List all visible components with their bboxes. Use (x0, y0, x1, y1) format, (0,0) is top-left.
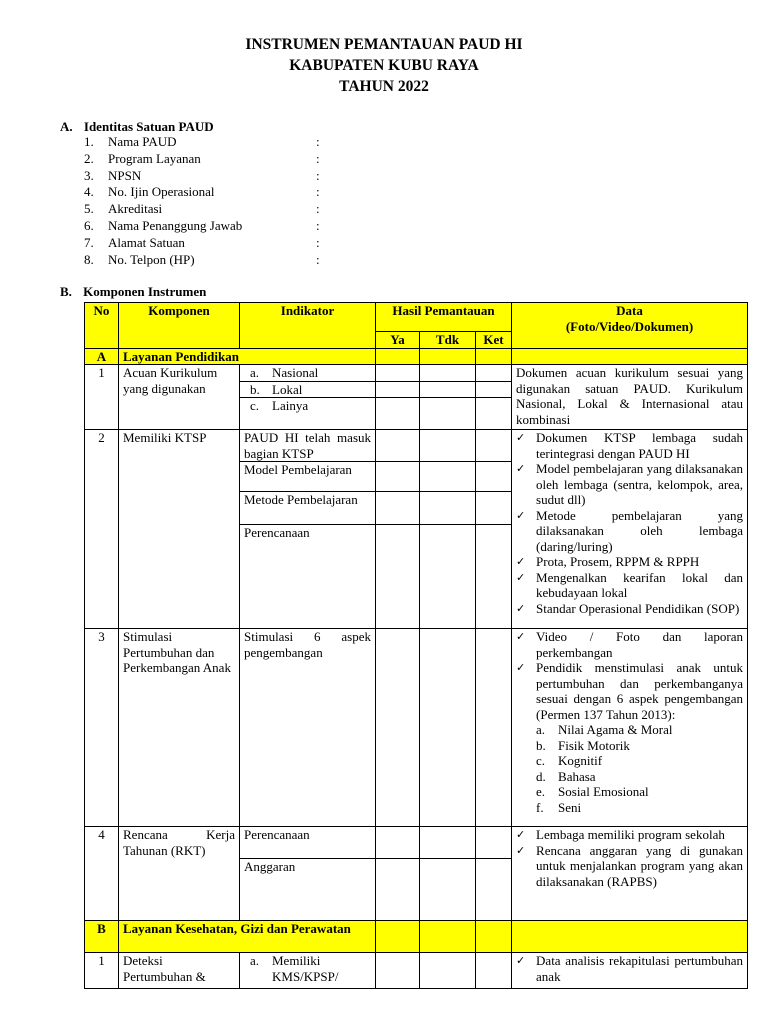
item-number: 1. (84, 134, 94, 149)
table-row (85, 953, 748, 989)
section-row-a (85, 348, 748, 365)
data-text: Model pembelajaran yang dilaksanakan oleh lembaga (sentra, kelompok, area, sudut dll) (536, 461, 744, 507)
indikator-text: Lainya (272, 398, 309, 413)
data-text: Data analisis rekapitulasi pertumbuhan anak (536, 953, 744, 984)
table-row (85, 365, 748, 382)
header-ket: Ket (476, 332, 512, 349)
data-text: Video / Foto dan laporan perkembangan (536, 629, 744, 660)
cell-tdk (420, 492, 476, 525)
cell-ket (476, 348, 512, 365)
identity-item (84, 184, 384, 201)
item-separator: : (316, 234, 320, 250)
aspect-text: Bahasa (558, 768, 596, 784)
check-icon: ✓ (516, 661, 526, 674)
data-item (516, 827, 743, 843)
header-indikator: Indikator (240, 303, 376, 349)
table-row (85, 827, 748, 859)
section-row-b (85, 921, 748, 953)
list-marker: d. (536, 768, 546, 784)
item-label: Program Layanan (108, 150, 201, 166)
identity-item (84, 201, 384, 218)
aspect-text: Sosial Emosional (558, 784, 649, 799)
cell-ya (376, 430, 420, 462)
indikator-text: Lokal (272, 381, 303, 397)
row-indikator: Metode Pembelajaran (240, 492, 376, 525)
data-text: Dokumen KTSP lembaga sudah terintegrasi dengan PAUD HI (536, 430, 744, 461)
cell-ket (476, 492, 512, 525)
item-label: Akreditasi (108, 201, 163, 217)
aspect-item (516, 769, 743, 785)
cell-ya (376, 859, 420, 921)
row-indikator (240, 381, 376, 398)
data-item (516, 660, 743, 722)
header-data-line1: Data (616, 303, 643, 318)
section-code: B (85, 921, 119, 953)
check-icon: ✓ (516, 843, 526, 857)
cell-tdk (420, 921, 476, 953)
data-text: Rencana anggaran yang di gunakan untuk menjalankan program yang akan dilaksanakan (RAPBS) (536, 842, 744, 889)
row-data (512, 827, 748, 921)
cell-ket (476, 921, 512, 953)
cell-ket (476, 462, 512, 492)
check-icon: ✓ (516, 954, 526, 967)
cell-ket (476, 525, 512, 629)
header-data (512, 303, 748, 349)
indikator-text: Memiliki KMS/KPSP/ (272, 953, 339, 984)
identity-item (84, 151, 384, 168)
data-item (516, 508, 743, 555)
item-number: 3. (84, 167, 94, 183)
cell-ket (476, 381, 512, 398)
list-marker: a. (250, 365, 260, 380)
data-item (516, 430, 743, 461)
row-komponen: Memiliki KTSP (119, 430, 240, 629)
cell-tdk (420, 525, 476, 629)
list-marker: b. (250, 381, 260, 397)
identity-item (84, 218, 384, 235)
cell-tdk (420, 398, 476, 430)
title-line-1: INSTRUMEN PEMANTAUAN PAUD HI (245, 36, 523, 53)
aspect-text: Fisik Motorik (558, 737, 630, 753)
list-marker: a. (250, 953, 260, 968)
item-separator: : (316, 167, 320, 183)
header-tdk: Tdk (420, 332, 476, 349)
list-marker: c. (250, 398, 260, 413)
row-indikator: Perencanaan (240, 827, 376, 859)
identity-item (84, 235, 384, 252)
item-label: Nama PAUD (108, 134, 177, 149)
section-b-title: Komponen Instrumen (83, 284, 207, 299)
item-number: 4. (84, 184, 94, 200)
data-text: Mengenalkan kearifan lokal dan kebudayaan lokal (536, 569, 744, 600)
cell-tdk (420, 953, 476, 989)
row-no: 2 (85, 430, 119, 629)
list-marker: b. (536, 737, 546, 753)
aspect-item (516, 738, 743, 754)
row-no: 3 (85, 629, 119, 827)
cell-ya (376, 953, 420, 989)
identity-list (84, 134, 384, 268)
indikator-text: Nasional (272, 365, 319, 380)
cell-tdk (420, 430, 476, 462)
cell-ya (376, 462, 420, 492)
header-komponen: Komponen (119, 303, 240, 349)
row-indikator (240, 398, 376, 430)
cell-ket (476, 398, 512, 430)
header-hasil: Hasil Pemantauan (376, 303, 512, 332)
row-komponen: Stimulasi Pertumbuhan dan Perkembangan Anak (119, 629, 240, 827)
check-icon: ✓ (516, 431, 526, 444)
cell-ya (376, 381, 420, 398)
cell-ya (376, 921, 420, 953)
cell-ya (376, 629, 420, 827)
item-separator: : (316, 201, 320, 217)
instrument-table (84, 302, 748, 989)
item-separator: : (316, 251, 320, 267)
aspect-item (516, 722, 743, 738)
aspect-text: Nilai Agama & Moral (558, 722, 673, 737)
item-label: No. Ijin Operasional (108, 184, 215, 200)
data-text: Metode pembelajaran yang dilaksanakan oleh lembaga (daring/luring) (536, 507, 744, 554)
item-separator: : (316, 150, 320, 166)
section-code: A (85, 348, 119, 365)
check-icon: ✓ (516, 555, 526, 568)
item-separator: : (316, 134, 320, 149)
document-title (0, 34, 768, 97)
row-data (512, 629, 748, 827)
header-ya: Ya (376, 332, 420, 349)
data-item (516, 629, 743, 660)
cell-ket (476, 629, 512, 827)
data-item (516, 601, 743, 617)
check-icon: ✓ (516, 601, 526, 615)
item-separator: : (316, 217, 320, 233)
data-item (516, 570, 743, 601)
data-text: Prota, Prosem, RPPM & RPPH (536, 554, 700, 569)
row-komponen: Deteksi Pertumbuhan & (119, 953, 240, 989)
cell-tdk (420, 629, 476, 827)
data-item (516, 554, 743, 570)
list-marker: e. (536, 784, 546, 799)
data-text: Standar Operasional Pendidikan (SOP) (536, 600, 740, 616)
row-indikator: Stimulasi 6 aspek pengembangan (240, 629, 376, 827)
cell-tdk (420, 348, 476, 365)
item-number: 5. (84, 201, 94, 217)
data-item (516, 843, 743, 890)
item-label: No. Telpon (HP) (108, 251, 195, 267)
cell-ya (376, 492, 420, 525)
item-separator: : (316, 184, 320, 200)
header-no: No (85, 303, 119, 349)
cell-ket (476, 953, 512, 989)
check-icon: ✓ (516, 570, 526, 584)
cell-ket (476, 430, 512, 462)
aspect-text: Seni (558, 799, 582, 815)
table-row (85, 629, 748, 827)
cell-ya (376, 365, 420, 382)
section-b-label: B. (60, 284, 72, 299)
title-line-2: KABUPATEN KUBU RAYA (289, 57, 479, 74)
cell-ket (476, 859, 512, 921)
check-icon: ✓ (516, 630, 526, 643)
row-indikator: Perencanaan (240, 525, 376, 629)
data-item (516, 461, 743, 508)
aspect-item (516, 753, 743, 769)
aspect-item (516, 784, 743, 800)
cell-tdk (420, 827, 476, 859)
item-number: 6. (84, 217, 94, 233)
row-no: 1 (85, 953, 119, 989)
list-marker: a. (536, 722, 546, 737)
section-b-heading (60, 284, 206, 300)
item-number: 2. (84, 150, 94, 166)
section-a-title: Identitas Satuan PAUD (83, 119, 214, 134)
cell-ya (376, 348, 420, 365)
title-line-3: TAHUN 2022 (339, 78, 429, 95)
cell-tdk (420, 462, 476, 492)
row-no: 4 (85, 827, 119, 921)
item-number: 7. (84, 234, 94, 250)
identity-item (84, 168, 384, 185)
cell-ya (376, 525, 420, 629)
cell-tdk (420, 365, 476, 382)
row-data: Dokumen acuan kurikulum sesuai yang digunakan satuan PAUD. Kurikulum Nasional, Lokal & Internasional atau kombinasi (512, 365, 748, 430)
check-icon: ✓ (516, 828, 526, 841)
section-name: Layanan Pendidikan (119, 348, 376, 365)
list-marker: c. (536, 753, 546, 768)
section-name: Layanan Kesehatan, Gizi dan Perawatan (119, 921, 376, 953)
header-data-line2: (Foto/Video/Dokumen) (565, 318, 694, 334)
row-komponen: Rencana Kerja Tahunan (RKT) (119, 827, 240, 921)
cell-ya (376, 398, 420, 430)
row-indikator (240, 953, 376, 989)
table-row (85, 430, 748, 462)
list-marker: f. (536, 799, 544, 815)
data-text: Pendidik menstimulasi anak untuk pertumbuhan dan perkembanganya sesuai dengan 6 aspek pengembangan (Permen 137 Tahun 2013): (536, 660, 744, 722)
identity-item (84, 252, 384, 269)
identity-item (84, 134, 384, 151)
section-a-label: A. (60, 119, 73, 134)
cell-data (512, 921, 748, 953)
item-label: Nama Penanggung Jawab (108, 217, 243, 233)
cell-data (512, 348, 748, 365)
row-data (512, 430, 748, 629)
cell-ya (376, 827, 420, 859)
row-indikator (240, 365, 376, 382)
check-icon: ✓ (516, 462, 526, 475)
item-number: 8. (84, 251, 94, 267)
row-indikator: Anggaran (240, 859, 376, 921)
cell-tdk (420, 859, 476, 921)
item-label: Alamat Satuan (108, 234, 185, 250)
row-indikator: PAUD HI telah masuk bagian KTSP (240, 430, 376, 462)
data-text: Lembaga memiliki program sekolah (536, 827, 725, 842)
aspect-item (516, 800, 743, 816)
row-komponen: Acuan Kurikulum yang digunakan (119, 365, 240, 430)
item-label: NPSN (108, 167, 142, 183)
row-no: 1 (85, 365, 119, 430)
cell-tdk (420, 381, 476, 398)
row-indikator: Model Pembelajaran (240, 462, 376, 492)
aspect-text: Kognitif (558, 753, 603, 768)
check-icon: ✓ (516, 508, 526, 522)
section-a-heading (60, 119, 214, 135)
cell-ket (476, 827, 512, 859)
cell-ket (476, 365, 512, 382)
row-data (512, 953, 748, 989)
